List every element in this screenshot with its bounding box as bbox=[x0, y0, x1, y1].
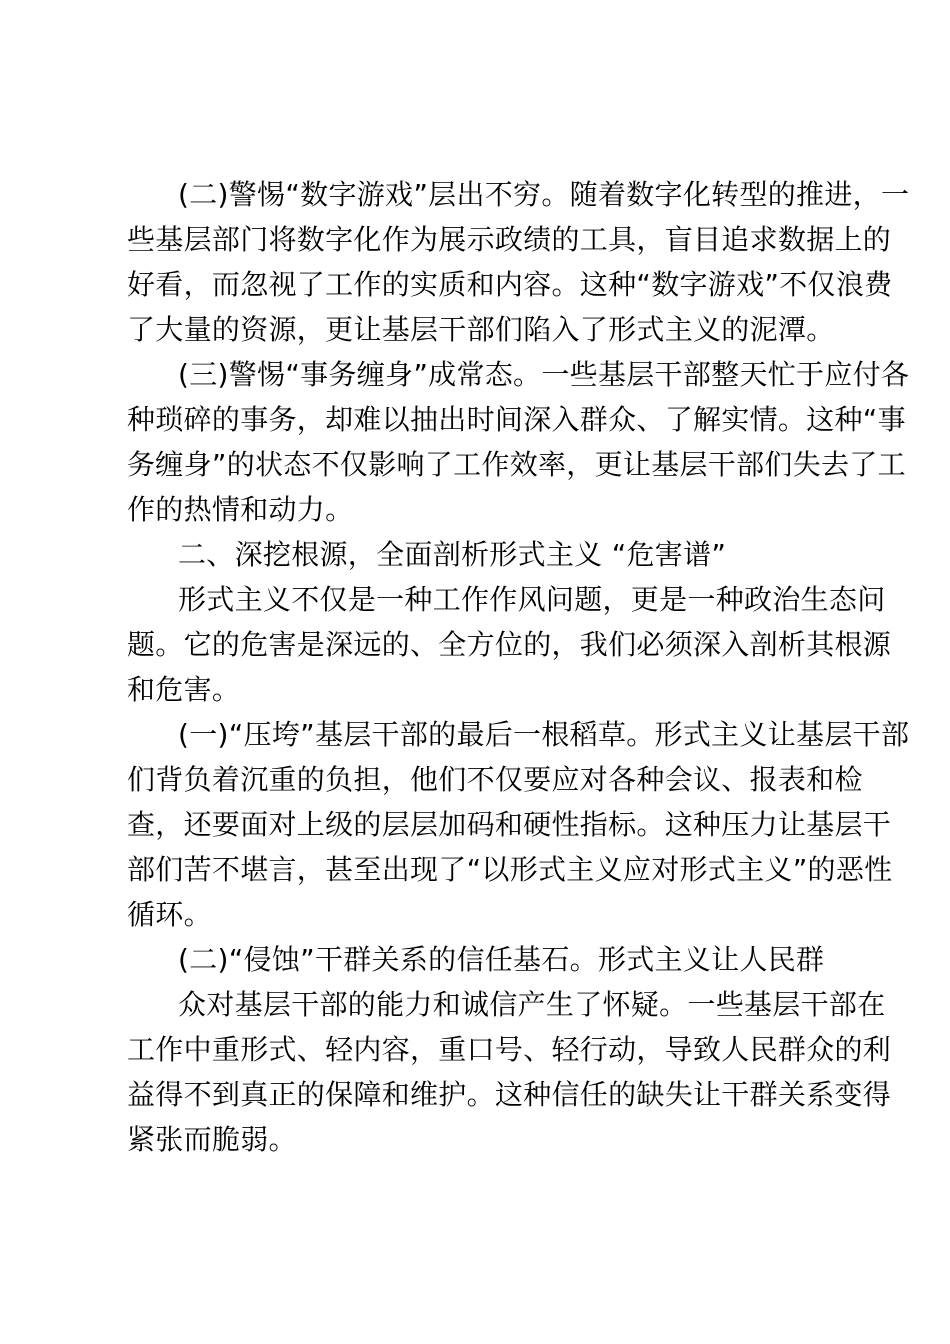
text-line: 紧张而脆弱。 bbox=[127, 1123, 297, 1156]
paragraph-digital-games bbox=[127, 172, 910, 352]
document-body bbox=[127, 172, 910, 1162]
text-line: (三)警惕“事务缠身”成常态。一些基层干部整天忙于应付各 bbox=[178, 358, 910, 391]
text-line: 了大量的资源，更让基层干部们陷入了形式主义的泥潭。 bbox=[127, 313, 835, 346]
text-line: 好看，而忽视了工作的实质和内容。这种“数字游戏”不仅浪费 bbox=[127, 268, 893, 301]
text-line: 形式主义不仅是一种工作作风问题，更是一种政治生态问 bbox=[178, 583, 886, 616]
section-heading bbox=[127, 532, 830, 577]
paragraph-last-straw bbox=[127, 712, 910, 937]
text-line: (二)警惕“数字游戏”层出不穷。随着数字化转型的推进，一 bbox=[178, 178, 910, 211]
text-line: 种琐碎的事务，却难以抽出时间深入群众、了解实情。这种“事 bbox=[127, 403, 906, 436]
text-line: 题。它的危害是深远的、全方位的，我们必须深入剖析其根源 bbox=[127, 628, 892, 661]
text-line: 工作中重形式、轻内容，重口号、轻行动，导致人民群众的利 bbox=[127, 1033, 892, 1066]
text-line: (一)“压垮”基层干部的最后一根稻草。形式主义让基层干部 bbox=[178, 718, 910, 751]
paragraph-busy-affairs bbox=[127, 352, 910, 532]
heading-text: 二、深挖根源，全面剖析形式主义 “危害谱” bbox=[178, 538, 727, 571]
text-line: 循环。 bbox=[127, 898, 212, 931]
text-line: 们背负着沉重的负担，他们不仅要应对各种会议、报表和检 bbox=[127, 763, 863, 796]
text-line: 务缠身”的状态不仅影响了工作效率，更让基层干部们失去了工 bbox=[127, 448, 906, 481]
text-line: 查，还要面对上级的层层加码和硬性指标。这种压力让基层干 bbox=[127, 808, 892, 841]
paragraph-intro bbox=[127, 577, 892, 712]
text-line: 和危害。 bbox=[127, 673, 241, 706]
text-line: 些基层部门将数字化作为展示政绩的工具，盲目追求数据上的 bbox=[127, 223, 892, 256]
text-line: 益得不到真正的保障和维护。这种信任的缺失让干群关系变得 bbox=[127, 1078, 892, 1111]
paragraph-trust-erosion bbox=[127, 937, 892, 1162]
text-line: (二)“侵蚀”干群关系的信任基石。形式主义让人民群 bbox=[178, 943, 825, 976]
text-line: 部们苦不堪言，甚至出现了“以形式主义应对形式主义”的恶性 bbox=[127, 853, 893, 886]
text-line: 众对基层干部的能力和诚信产生了怀疑。一些基层干部在 bbox=[178, 988, 886, 1021]
text-line: 作的热情和动力。 bbox=[127, 493, 354, 526]
